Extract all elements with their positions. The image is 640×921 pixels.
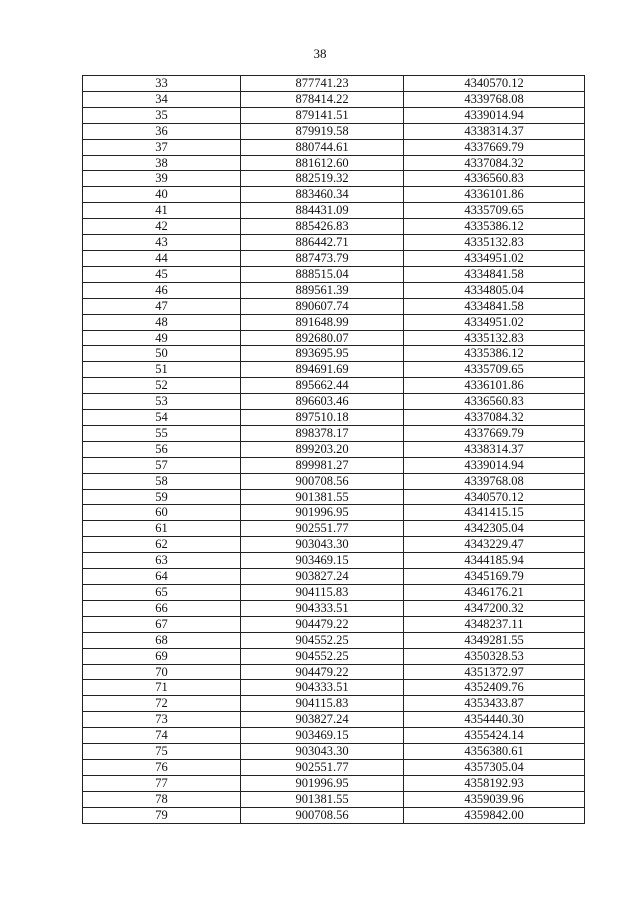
table-row [83,410,585,426]
table-row [83,664,585,680]
y-coordinate-cell: 4359842.00 [404,807,585,823]
x-coordinate-cell: 904479.22 [241,664,404,680]
x-coordinate-cell: 904552.25 [241,648,404,664]
point-number-cell: 75 [83,744,241,760]
table-row [83,457,585,473]
x-coordinate-cell: 903043.30 [241,537,404,553]
y-coordinate-cell: 4352409.76 [404,680,585,696]
x-coordinate-cell: 902551.77 [241,759,404,775]
table-row [83,235,585,251]
point-number-cell: 71 [83,680,241,696]
x-coordinate-cell: 904479.22 [241,616,404,632]
y-coordinate-cell: 4340570.12 [404,76,585,92]
x-coordinate-cell: 879919.58 [241,123,404,139]
point-number-cell: 33 [83,76,241,92]
point-number-cell: 59 [83,489,241,505]
point-number-cell: 74 [83,728,241,744]
point-number-cell: 60 [83,505,241,521]
table-row [83,680,585,696]
y-coordinate-cell: 4335709.65 [404,362,585,378]
point-number-cell: 36 [83,123,241,139]
x-coordinate-cell: 893695.95 [241,346,404,362]
point-number-cell: 35 [83,107,241,123]
table-row [83,728,585,744]
x-coordinate-cell: 881612.60 [241,155,404,171]
table-row [83,362,585,378]
x-coordinate-cell: 894691.69 [241,362,404,378]
point-number-cell: 43 [83,235,241,251]
x-coordinate-cell: 903043.30 [241,744,404,760]
table-row [83,298,585,314]
x-coordinate-cell: 890607.74 [241,298,404,314]
x-coordinate-cell: 900708.56 [241,473,404,489]
x-coordinate-cell: 904115.83 [241,585,404,601]
point-number-cell: 58 [83,473,241,489]
table-row [83,473,585,489]
table-row [83,91,585,107]
point-number-cell: 52 [83,378,241,394]
x-coordinate-cell: 904333.51 [241,680,404,696]
point-number-cell: 64 [83,569,241,585]
table-row [83,282,585,298]
table-row [83,346,585,362]
table-row [83,696,585,712]
table-row [83,807,585,823]
y-coordinate-cell: 4339014.94 [404,107,585,123]
table-row [83,744,585,760]
x-coordinate-cell: 879141.51 [241,107,404,123]
y-coordinate-cell: 4339014.94 [404,457,585,473]
table-row [83,585,585,601]
x-coordinate-cell: 904115.83 [241,696,404,712]
x-coordinate-cell: 900708.56 [241,807,404,823]
point-number-cell: 39 [83,171,241,187]
point-number-cell: 61 [83,521,241,537]
table-row [83,187,585,203]
table-row [83,489,585,505]
table-row [83,600,585,616]
x-coordinate-cell: 904333.51 [241,600,404,616]
point-number-cell: 79 [83,807,241,823]
x-coordinate-cell: 880744.61 [241,139,404,155]
table-row [83,712,585,728]
y-coordinate-cell: 4343229.47 [404,537,585,553]
x-coordinate-cell: 891648.99 [241,314,404,330]
y-coordinate-cell: 4339768.08 [404,91,585,107]
x-coordinate-cell: 898378.17 [241,425,404,441]
y-coordinate-cell: 4335386.12 [404,219,585,235]
table-row [83,775,585,791]
y-coordinate-cell: 4334805.04 [404,282,585,298]
point-number-cell: 47 [83,298,241,314]
x-coordinate-cell: 903469.15 [241,728,404,744]
point-number-cell: 78 [83,791,241,807]
point-number-cell: 69 [83,648,241,664]
x-coordinate-cell: 901381.55 [241,489,404,505]
y-coordinate-cell: 4337084.32 [404,155,585,171]
x-coordinate-cell: 885426.83 [241,219,404,235]
y-coordinate-cell: 4348237.11 [404,616,585,632]
point-number-cell: 72 [83,696,241,712]
table-row [83,537,585,553]
table-row [83,394,585,410]
y-coordinate-cell: 4340570.12 [404,489,585,505]
y-coordinate-cell: 4357305.04 [404,759,585,775]
table-row [83,791,585,807]
table-row [83,250,585,266]
point-number-cell: 40 [83,187,241,203]
y-coordinate-cell: 4336560.83 [404,171,585,187]
y-coordinate-cell: 4345169.79 [404,569,585,585]
y-coordinate-cell: 4351372.97 [404,664,585,680]
table-row [83,632,585,648]
table-row [83,76,585,92]
y-coordinate-cell: 4356380.61 [404,744,585,760]
x-coordinate-cell: 903469.15 [241,553,404,569]
y-coordinate-cell: 4341415.15 [404,505,585,521]
table-row [83,553,585,569]
x-coordinate-cell: 904552.25 [241,632,404,648]
table-row [83,219,585,235]
table-row [83,123,585,139]
x-coordinate-cell: 882519.32 [241,171,404,187]
y-coordinate-cell: 4337084.32 [404,410,585,426]
point-number-cell: 48 [83,314,241,330]
x-coordinate-cell: 877741.23 [241,76,404,92]
table-row [83,648,585,664]
y-coordinate-cell: 4353433.87 [404,696,585,712]
point-number-cell: 34 [83,91,241,107]
point-number-cell: 51 [83,362,241,378]
table-row [83,569,585,585]
point-number-cell: 70 [83,664,241,680]
table-row [83,441,585,457]
point-number-cell: 55 [83,425,241,441]
x-coordinate-cell: 899203.20 [241,441,404,457]
y-coordinate-cell: 4335132.83 [404,235,585,251]
y-coordinate-cell: 4337669.79 [404,425,585,441]
y-coordinate-cell: 4344185.94 [404,553,585,569]
y-coordinate-cell: 4342305.04 [404,521,585,537]
table-row [83,171,585,187]
point-number-cell: 57 [83,457,241,473]
y-coordinate-cell: 4339768.08 [404,473,585,489]
y-coordinate-cell: 4347200.32 [404,600,585,616]
point-number-cell: 46 [83,282,241,298]
y-coordinate-cell: 4359039.96 [404,791,585,807]
table-row [83,107,585,123]
coordinates-table-container [82,75,584,824]
y-coordinate-cell: 4334951.02 [404,250,585,266]
point-number-cell: 73 [83,712,241,728]
x-coordinate-cell: 903827.24 [241,712,404,728]
point-number-cell: 67 [83,616,241,632]
x-coordinate-cell: 902551.77 [241,521,404,537]
point-number-cell: 54 [83,410,241,426]
y-coordinate-cell: 4346176.21 [404,585,585,601]
x-coordinate-cell: 884431.09 [241,203,404,219]
point-number-cell: 50 [83,346,241,362]
point-number-cell: 53 [83,394,241,410]
point-number-cell: 77 [83,775,241,791]
y-coordinate-cell: 4349281.55 [404,632,585,648]
point-number-cell: 44 [83,250,241,266]
table-row [83,266,585,282]
y-coordinate-cell: 4334841.58 [404,266,585,282]
table-row [83,505,585,521]
point-number-cell: 63 [83,553,241,569]
table-row [83,203,585,219]
y-coordinate-cell: 4335132.83 [404,330,585,346]
table-row [83,521,585,537]
x-coordinate-cell: 892680.07 [241,330,404,346]
x-coordinate-cell: 889561.39 [241,282,404,298]
x-coordinate-cell: 896603.46 [241,394,404,410]
x-coordinate-cell: 887473.79 [241,250,404,266]
y-coordinate-cell: 4355424.14 [404,728,585,744]
point-number-cell: 41 [83,203,241,219]
x-coordinate-cell: 903827.24 [241,569,404,585]
point-number-cell: 68 [83,632,241,648]
x-coordinate-cell: 897510.18 [241,410,404,426]
table-row [83,139,585,155]
point-number-cell: 56 [83,441,241,457]
table-row [83,378,585,394]
y-coordinate-cell: 4337669.79 [404,139,585,155]
x-coordinate-cell: 895662.44 [241,378,404,394]
point-number-cell: 37 [83,139,241,155]
y-coordinate-cell: 4336560.83 [404,394,585,410]
x-coordinate-cell: 886442.71 [241,235,404,251]
y-coordinate-cell: 4338314.37 [404,123,585,139]
table-row [83,425,585,441]
table-row [83,330,585,346]
x-coordinate-cell: 901996.95 [241,775,404,791]
point-number-cell: 66 [83,600,241,616]
x-coordinate-cell: 888515.04 [241,266,404,282]
y-coordinate-cell: 4338314.37 [404,441,585,457]
x-coordinate-cell: 899981.27 [241,457,404,473]
table-row [83,759,585,775]
point-number-cell: 62 [83,537,241,553]
point-number-cell: 49 [83,330,241,346]
y-coordinate-cell: 4336101.86 [404,187,585,203]
point-number-cell: 76 [83,759,241,775]
table-row [83,314,585,330]
x-coordinate-cell: 901381.55 [241,791,404,807]
y-coordinate-cell: 4354440.30 [404,712,585,728]
point-number-cell: 42 [83,219,241,235]
coordinates-table-body [83,76,585,824]
table-row [83,155,585,171]
y-coordinate-cell: 4334951.02 [404,314,585,330]
point-number-cell: 65 [83,585,241,601]
y-coordinate-cell: 4334841.58 [404,298,585,314]
page-number: 38 [313,46,327,61]
y-coordinate-cell: 4350328.53 [404,648,585,664]
y-coordinate-cell: 4336101.86 [404,378,585,394]
coordinates-table [82,75,585,824]
y-coordinate-cell: 4358192.93 [404,775,585,791]
table-row [83,616,585,632]
point-number-cell: 38 [83,155,241,171]
x-coordinate-cell: 878414.22 [241,91,404,107]
x-coordinate-cell: 883460.34 [241,187,404,203]
y-coordinate-cell: 4335386.12 [404,346,585,362]
point-number-cell: 45 [83,266,241,282]
x-coordinate-cell: 901996.95 [241,505,404,521]
y-coordinate-cell: 4335709.65 [404,203,585,219]
